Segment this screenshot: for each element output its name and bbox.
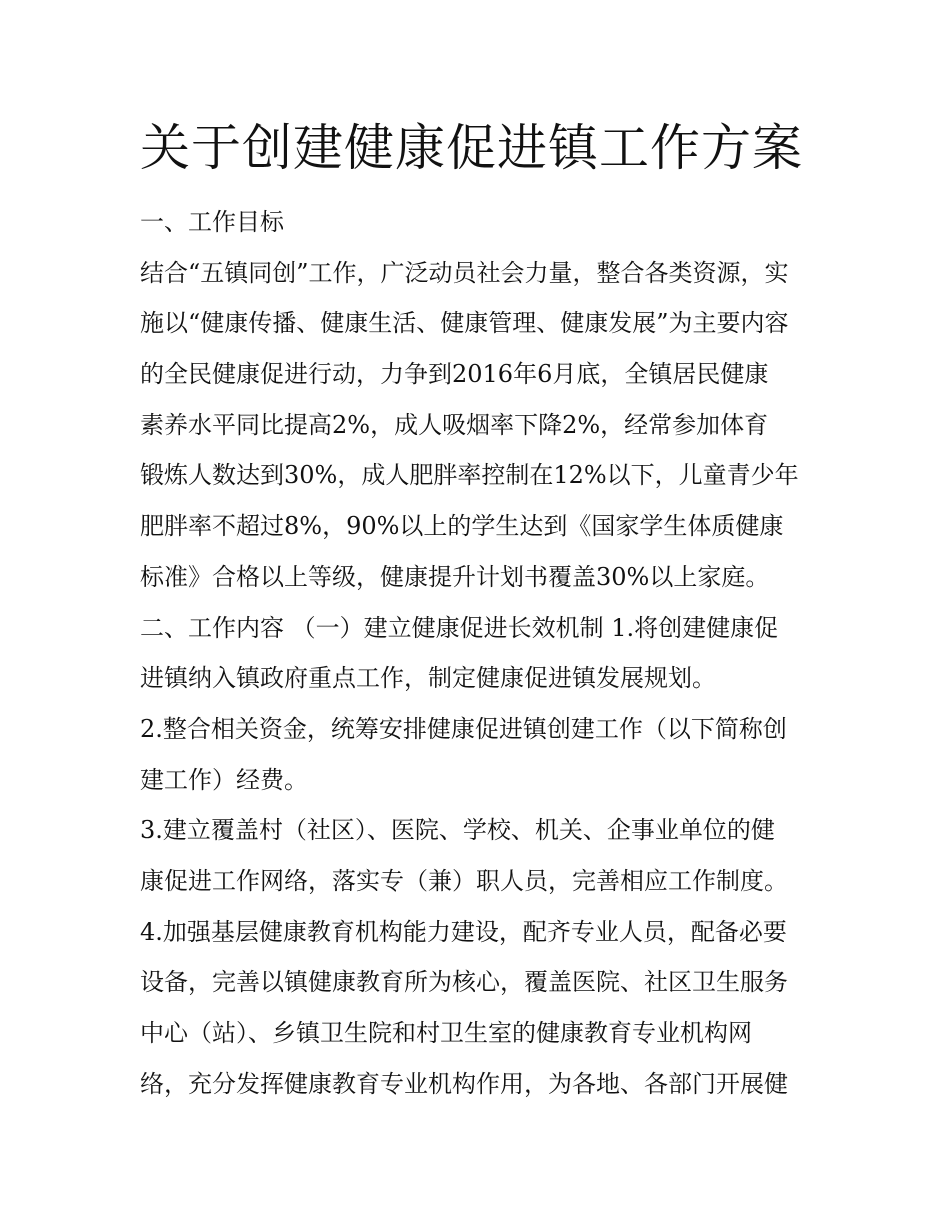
section-heading: 二、工作内容 （一）建立健康促进长效机制 1.将创建健康促	[140, 613, 779, 642]
text-line: 结合“五镇同创”工作，广泛动员社会力量，整合各类资源，实	[140, 258, 789, 287]
text-line: 络，充分发挥健康教育专业机构作用，为各地、各部门开展健	[140, 1069, 788, 1098]
text-line: 肥胖率不超过8%，90%以上的学生达到《国家学生体质健康	[140, 512, 784, 541]
section-heading: 一、工作目标	[140, 208, 284, 236]
text-line: 建工作）经费。	[140, 765, 308, 794]
document-title: 关于创建健康促进镇工作方案	[140, 119, 803, 177]
text-line: 中心（站）、乡镇卫生院和村卫生室的健康教育专业机构网	[140, 1019, 752, 1047]
text-line: 2.整合相关资金，统筹安排健康促进镇创建工作（以下简称创	[140, 714, 787, 743]
text-line: 3.建立覆盖村（社区）、医院、学校、机关、企事业单位的健	[140, 816, 775, 845]
text-line: 康促进工作网络，落实专（兼）职人员，完善相应工作制度。	[140, 866, 788, 895]
text-line: 进镇纳入镇政府重点工作，制定健康促进镇发展规划。	[140, 664, 716, 693]
text-line: 标准》合格以上等级，健康提升计划书覆盖30%以上家庭。	[140, 562, 770, 591]
text-line: 素养水平同比提高2%，成人吸烟率下降2%，经常参加体育	[140, 410, 769, 439]
document-body	[140, 197, 820, 1109]
text-line: 锻炼人数达到30%，成人肥胖率控制在12%以下，儿童青少年	[140, 461, 799, 490]
text-line: 设备，完善以镇健康教育所为核心，覆盖医院、社区卫生服务	[140, 968, 788, 997]
text-line: 的全民健康促进行动，力争到2016年6月底，全镇居民健康	[140, 360, 769, 389]
text-line: 4.加强基层健康教育机构能力建设，配齐专业人员，配备必要	[140, 917, 787, 946]
text-line: 施以“健康传播、健康生活、健康管理、健康发展”为主要内容	[140, 309, 789, 338]
